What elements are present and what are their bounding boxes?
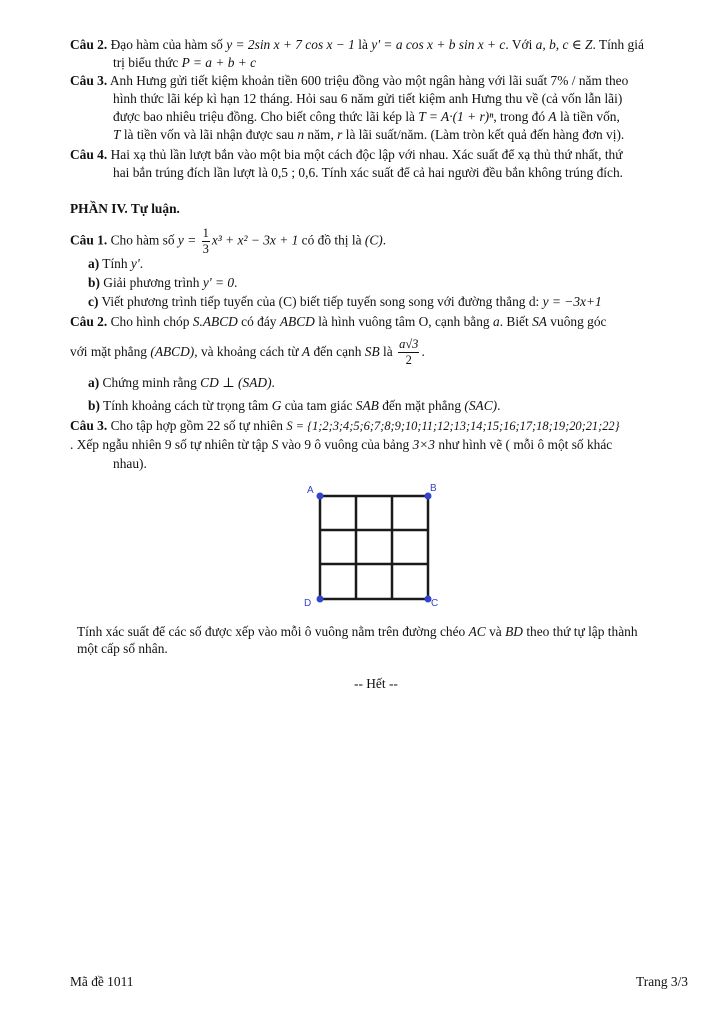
text: là hình vuông tâm O, cạnh bằng <box>318 314 490 329</box>
text: là tiền vốn, <box>559 109 620 124</box>
math-polynomial: x³ + x² − 3x + 1 <box>211 232 299 248</box>
question-label: Câu 1. <box>70 232 108 248</box>
text: là tiền vốn và lãi nhận được sau <box>123 127 294 142</box>
question-3-line2: hình thức lãi kép kì hạn 12 tháng. Hỏi sau 6 năm gửi tiết kiệm anh Hưng thu về (cả vốn lẫn lãi) <box>113 91 623 106</box>
math-segment: SA <box>532 314 547 329</box>
text: là <box>358 37 368 52</box>
text: là lãi suất/năm. (Làm tròn kết quả đến hàng đơn vị). <box>345 127 625 142</box>
math-segment: SB <box>364 344 380 359</box>
math-diagonal: AC <box>468 624 486 639</box>
essay-question-3-prompt-line2: một cấp số nhân. <box>77 641 168 656</box>
text: Chứng minh rằng <box>102 375 197 390</box>
math-derivative: y' <box>130 256 140 271</box>
text: của tam giác <box>284 398 353 413</box>
punctuation: . <box>234 275 238 290</box>
essay-question-1-line1 <box>70 226 386 257</box>
math-plane: (SAC) <box>464 398 498 413</box>
text: Viết phương trình tiếp tuyến của (C) biết tiếp tuyến song song với đường thẳng d: <box>101 294 540 309</box>
math-graph-name: (C) <box>364 232 383 248</box>
math-triangle: SAB <box>355 398 379 413</box>
essay-question-3-prompt-line1 <box>77 623 638 640</box>
math-formula: T = A·(1 + r)ⁿ <box>418 109 494 124</box>
sub-label: b) <box>88 398 100 413</box>
question-2-line1 <box>70 36 644 53</box>
text: . Xếp ngẫu nhiên 9 số tự nhiên từ tập <box>70 437 269 452</box>
section-title: PHẦN IV. Tự luận. <box>70 201 180 216</box>
question-label: Câu 3. <box>70 73 108 88</box>
essay-question-2a <box>88 374 275 391</box>
math-var: A <box>301 344 311 359</box>
end-marker: -- Hết -- <box>354 676 398 691</box>
math-plane: (ABCD) <box>150 344 195 359</box>
text: có đáy <box>241 314 277 329</box>
fraction-numerator: 1 <box>202 226 209 240</box>
punctuation: . <box>139 256 144 271</box>
math-derivative: y' = a cos x + b sin x + c <box>371 37 506 52</box>
question-label: Câu 2. <box>70 37 108 52</box>
math-function: y = 2sin x + 7 cos x − 1 <box>226 37 355 52</box>
text: với mặt phẳng <box>70 344 147 359</box>
essay-question-3-line3: nhau). <box>113 456 147 471</box>
grid-3x3-figure <box>300 480 450 610</box>
text: năm, <box>307 127 334 142</box>
essay-question-1a <box>88 255 143 272</box>
sub-label: a) <box>88 256 100 271</box>
sub-label: a) <box>88 375 100 390</box>
essay-question-2-line2 <box>70 335 425 369</box>
text: đến cạnh <box>313 344 362 359</box>
text: theo thứ tự lập thành <box>526 624 638 639</box>
text: và <box>489 624 502 639</box>
text: Cho tập hợp gồm 22 số tự nhiên <box>110 418 283 433</box>
math-expression: P = a + b + c <box>181 55 257 70</box>
math-diagonal: BD <box>505 624 523 639</box>
corner-label-d: D <box>304 598 312 609</box>
corner-point-a <box>317 493 324 500</box>
math-statement: CD ⊥ (SAD) <box>200 375 272 390</box>
math-var: r <box>337 127 343 142</box>
math-fraction <box>398 337 419 368</box>
corner-label-b: B <box>430 483 437 494</box>
text: Tính khoảng cách từ trọng tâm <box>103 398 269 413</box>
question-label: Câu 4. <box>70 147 108 162</box>
fraction-numerator: a√3 <box>399 337 419 352</box>
punctuation: . <box>421 344 425 359</box>
sub-label: b) <box>88 275 100 290</box>
math-set: S = {1;2;3;4;5;6;7;8;9;10;11;12;13;14;15;16;17;18;19;20;21;22} <box>286 419 620 433</box>
text: Cho hàm số <box>110 232 175 248</box>
math-var: G <box>271 398 282 413</box>
question-label: Câu 3. <box>70 418 108 433</box>
essay-question-1c <box>88 293 602 310</box>
text: như hình vẽ ( mỗi ô một số khác <box>438 437 613 452</box>
essay-question-2-line1 <box>70 313 606 330</box>
math-equation: y' = 0 <box>202 275 235 290</box>
footer-page-number: Trang 3/3 <box>636 974 688 989</box>
math-var: T <box>113 127 121 142</box>
punctuation: . <box>382 232 387 248</box>
question-3-line1 <box>70 72 628 89</box>
math-fraction <box>202 226 210 257</box>
question-4-line2: hai bắn trúng đích lần lượt là 0,5 ; 0,6. Tính xác suất để cả hai người đều bắn không trúng đích. <box>113 165 624 180</box>
sub-label: c) <box>88 294 99 309</box>
math-var: a <box>492 314 500 329</box>
essay-question-1b <box>88 274 237 291</box>
question-label: Câu 2. <box>70 314 108 329</box>
text: . Với <box>505 37 533 52</box>
math-set: a, b, c ∈ Z <box>535 37 593 52</box>
fraction-denominator: 2 <box>405 353 412 368</box>
math-var: A <box>548 109 557 124</box>
text: vuông góc <box>550 314 607 329</box>
math-line: y = −3x+1 <box>542 294 602 309</box>
text: , trong đó <box>493 109 546 124</box>
footer-exam-code: Mã đề 1011 <box>70 974 134 989</box>
text: . Tính giá <box>592 37 644 52</box>
math-dimension: 3×3 <box>412 437 436 452</box>
text: Giải phương trình <box>103 275 200 290</box>
question-2-line2 <box>113 54 256 71</box>
question-4-line1 <box>70 146 623 163</box>
text: , và khoảng cách từ <box>194 344 299 359</box>
text: Tính xác suất để các số được xếp vào mỗi ô vuông nằm trên đường chéo <box>77 624 466 639</box>
question-3-line3 <box>113 108 620 125</box>
essay-question-2b <box>88 397 500 414</box>
math-lhs: y = <box>177 232 197 248</box>
text: Hai xạ thủ lần lượt bắn vào một bia một cách độc lập với nhau. Xác suất để xạ thủ thứ nhất, thứ <box>110 147 623 162</box>
essay-question-3-line2 <box>70 436 612 453</box>
text: là <box>383 344 393 359</box>
math-solid: S.ABCD <box>192 314 238 329</box>
text: được bao nhiêu triệu đồng. Cho biết công thức lãi kép là <box>113 109 415 124</box>
text: có đồ thị là <box>301 232 362 248</box>
corner-label-c: C <box>431 598 439 609</box>
corner-label-a: A <box>307 485 314 496</box>
text: Đạo hàm của hàm số <box>110 37 223 52</box>
text: trị biểu thức <box>113 55 179 70</box>
text: Anh Hưng gửi tiết kiệm khoản tiền 600 triệu đồng vào một ngân hàng với lãi suất 7% / năm theo <box>109 73 629 88</box>
math-base: ABCD <box>279 314 315 329</box>
text: vào 9 ô vuông của bảng <box>281 437 410 452</box>
math-var: S <box>271 437 279 452</box>
essay-question-3-line1 <box>70 417 620 435</box>
text: Tính <box>102 256 128 271</box>
text: đến mặt phẳng <box>382 398 462 413</box>
math-var: n <box>297 127 305 142</box>
grid-border <box>320 496 428 599</box>
fraction-denominator: 3 <box>202 242 209 256</box>
grid-lines <box>320 496 428 599</box>
text: . Biết <box>499 314 529 329</box>
question-3-line4 <box>113 126 624 143</box>
corner-point-d <box>317 596 324 603</box>
text: Cho hình chóp <box>110 314 190 329</box>
punctuation: . <box>497 398 501 413</box>
punctuation: . <box>271 375 275 390</box>
